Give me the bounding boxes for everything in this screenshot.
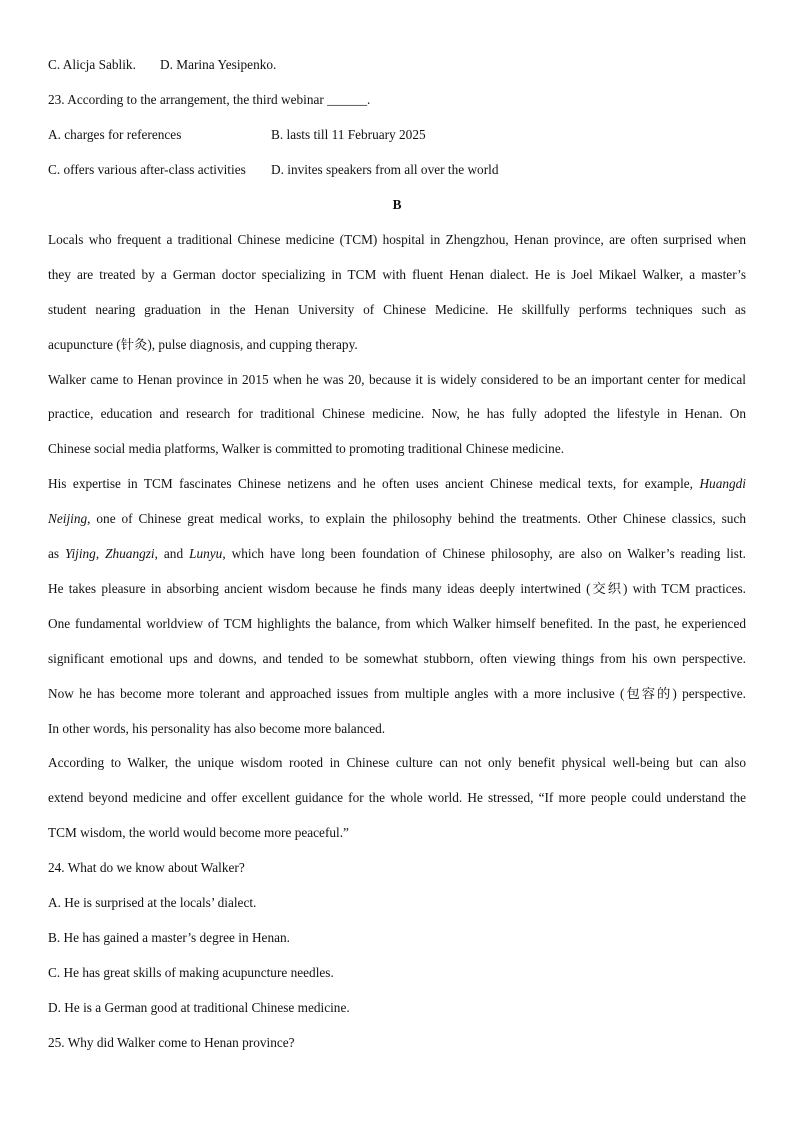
book-title: Zhuangzi xyxy=(105,546,155,561)
passage-p3-line4: He takes pleasure in absorbing ancient wisdom because he finds many ideas deeply intertwined (交织) with TCM practices. xyxy=(48,581,746,596)
passage-p2-line1: Walker came to Henan province in 2015 when he was 20, because it is widely considered to be an important center for medical xyxy=(48,372,746,387)
question-24-option-b[interactable]: B. He has gained a master’s degree in Henan. xyxy=(48,930,290,945)
passage-text: , which have long been foundation of Chinese philosophy, are also on Walker’s reading list. xyxy=(222,546,746,561)
question-24-option-a[interactable]: A. He is surprised at the locals’ dialect. xyxy=(48,895,257,910)
passage-p1-line3: student nearing graduation in the Henan University of Chinese Medicine. He skillfully performs techniques such as xyxy=(48,302,746,317)
passage-p1-line4: acupuncture (针灸), pulse diagnosis, and cupping therapy. xyxy=(48,337,358,352)
question-24-stem: 24. What do we know about Walker? xyxy=(48,860,245,875)
question-22-option-d[interactable]: D. Marina Yesipenko. xyxy=(160,57,277,72)
passage-text: , xyxy=(95,546,100,561)
question-23-stem: 23. According to the arrangement, the third webinar ______. xyxy=(48,92,371,107)
question-25-stem: 25. Why did Walker come to Henan province? xyxy=(48,1035,295,1050)
question-23-option-d[interactable]: D. invites speakers from all over the world xyxy=(271,162,499,177)
passage-text: , one of Chinese great medical works, to explain the philosophy behind the treatments. Other Chinese classics, such xyxy=(87,511,746,526)
question-24-option-d[interactable]: D. He is a German good at traditional Chinese medicine. xyxy=(48,1000,350,1015)
passage-p3-line1 xyxy=(48,475,746,493)
passage-p4-line1: One fundamental worldview of TCM highlights the balance, from which Walker himself benefited. In the past, he experienced xyxy=(48,616,746,631)
passage-p1-line1: Locals who frequent a traditional Chinese medicine (TCM) hospital in Zhengzhou, Henan province, are often surprised when xyxy=(48,232,746,247)
passage-p5-line1: According to Walker, the unique wisdom rooted in Chinese culture can not only benefit physical well-being but can also xyxy=(48,755,746,770)
section-label: B xyxy=(392,197,402,212)
passage-p3-line3 xyxy=(48,545,746,563)
passage-p1-line2: they are treated by a German doctor specializing in TCM with fluent Henan dialect. He is Joel Mikael Walker, a master’s xyxy=(48,267,746,282)
passage-p4-line2: significant emotional ups and downs, and tended to be somewhat stubborn, often viewing things from his own perspective. xyxy=(48,651,746,666)
question-22-option-c[interactable]: C. Alicja Sablik. xyxy=(48,57,136,72)
question-24-option-c[interactable]: C. He has great skills of making acupuncture needles. xyxy=(48,965,334,980)
question-23-option-a[interactable]: A. charges for references xyxy=(48,127,182,142)
book-title: Lunyu xyxy=(189,546,223,561)
passage-p4-line3: Now he has become more tolerant and approached issues from multiple angles with a more inclusive (包容的) perspective. xyxy=(48,686,746,701)
passage-text: as xyxy=(48,546,60,561)
passage-text: , and xyxy=(154,546,184,561)
passage-text: His expertise in TCM fascinates Chinese netizens and he often uses ancient Chinese medical texts, for example, xyxy=(48,476,693,491)
passage-p2-line3: Chinese social media platforms, Walker is committed to promoting traditional Chinese medicine. xyxy=(48,441,565,456)
passage-p2-line2: practice, education and research for traditional Chinese medicine. Now, he has fully adopted the lifestyle in Henan. On xyxy=(48,406,746,421)
passage-p4-line4: In other words, his personality has also become more balanced. xyxy=(48,721,386,736)
question-23-option-c[interactable]: C. offers various after-class activities xyxy=(48,162,246,177)
book-title: Yijing xyxy=(65,546,96,561)
book-title: Huangdi xyxy=(699,476,746,491)
passage-p5-line2: extend beyond medicine and offer excellent guidance for the whole world. He stressed, “If more people could understand the xyxy=(48,790,746,805)
passage-p5-line3: TCM wisdom, the world would become more peaceful.” xyxy=(48,825,349,840)
question-23-option-b[interactable]: B. lasts till 11 February 2025 xyxy=(271,127,426,142)
book-title: Neijing xyxy=(48,511,88,526)
passage-p3-line2 xyxy=(48,510,746,528)
